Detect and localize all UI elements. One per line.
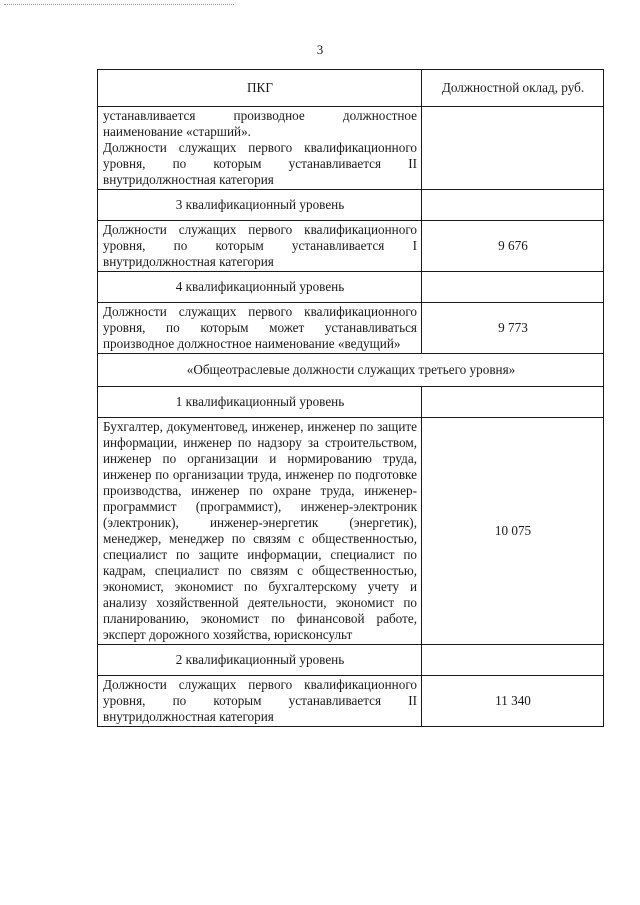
table-row (98, 190, 604, 221)
level-title: 3 квалификационный уровень (98, 190, 422, 221)
level-title: 2 квалификационный уровень (98, 645, 422, 676)
table-row (98, 221, 604, 272)
scan-artifact (4, 4, 234, 9)
salary-value: 9 773 (422, 303, 604, 354)
level-title-blank (422, 645, 604, 676)
continuation-text-1: устанавливается производное должностное наименование «старший». (103, 108, 417, 139)
group-title: «Общеотраслевые должности служащих третьего уровня» (98, 354, 604, 387)
table-header-row (98, 70, 604, 107)
level-title: 4 квалификационный уровень (98, 272, 422, 303)
position-description: Должности служащих первого квалификационного уровня, по которым устанавливается I внутридолжностная категория (98, 221, 422, 272)
table-row (98, 387, 604, 418)
position-description: Должности служащих первого квалификационного уровня, по которым может устанавливаться производное должностное наименование «ведущий» (98, 303, 422, 354)
continuation-cell (98, 107, 422, 190)
table-row (98, 272, 604, 303)
level-title-blank (422, 272, 604, 303)
header-pkg: ПКГ (98, 70, 422, 107)
salary-value: 10 075 (422, 418, 604, 645)
table-row (98, 418, 604, 645)
position-description: Бухгалтер, документовед, инженер, инженер по защите информации, инженер по надзору за строительством, инженер по организации и нормированию труда, инженер по организации труда, инженер по подготовке производства, инженер по охране труда, инженер-программист (программист), инженер-электроник (электроник), инженер-энергетик (энергетик), менеджер, менеджер по связям с общественностью, специалист по защите информации, специалист по кадрам, специалист по связям с общественностью, экономист, экономист по бухгалтерскому учету и анализу хозяйственной деятельности, экономист по планированию, экономист по финансовой работе, эксперт дорожного хозяйства, юрисконсульт (98, 418, 422, 645)
continuation-text-2: Должности служащих первого квалификационного уровня, по которым устанавливается II внутридолжностная категория (103, 140, 417, 187)
salary-value: 9 676 (422, 221, 604, 272)
table-row (98, 645, 604, 676)
level-title: 1 квалификационный уровень (98, 387, 422, 418)
level-title-blank (422, 190, 604, 221)
table-row (98, 303, 604, 354)
salary-table (97, 69, 604, 727)
salary-cell-empty (422, 107, 604, 190)
salary-value: 11 340 (422, 676, 604, 727)
position-description: Должности служащих первого квалификационного уровня, по которым устанавливается II внутридолжностная категория (98, 676, 422, 727)
level-title-blank (422, 387, 604, 418)
header-salary: Должностной оклад, руб. (422, 70, 604, 107)
table-row (98, 107, 604, 190)
page-number: 3 (316, 42, 324, 57)
table-row (98, 676, 604, 727)
table-row (98, 354, 604, 387)
